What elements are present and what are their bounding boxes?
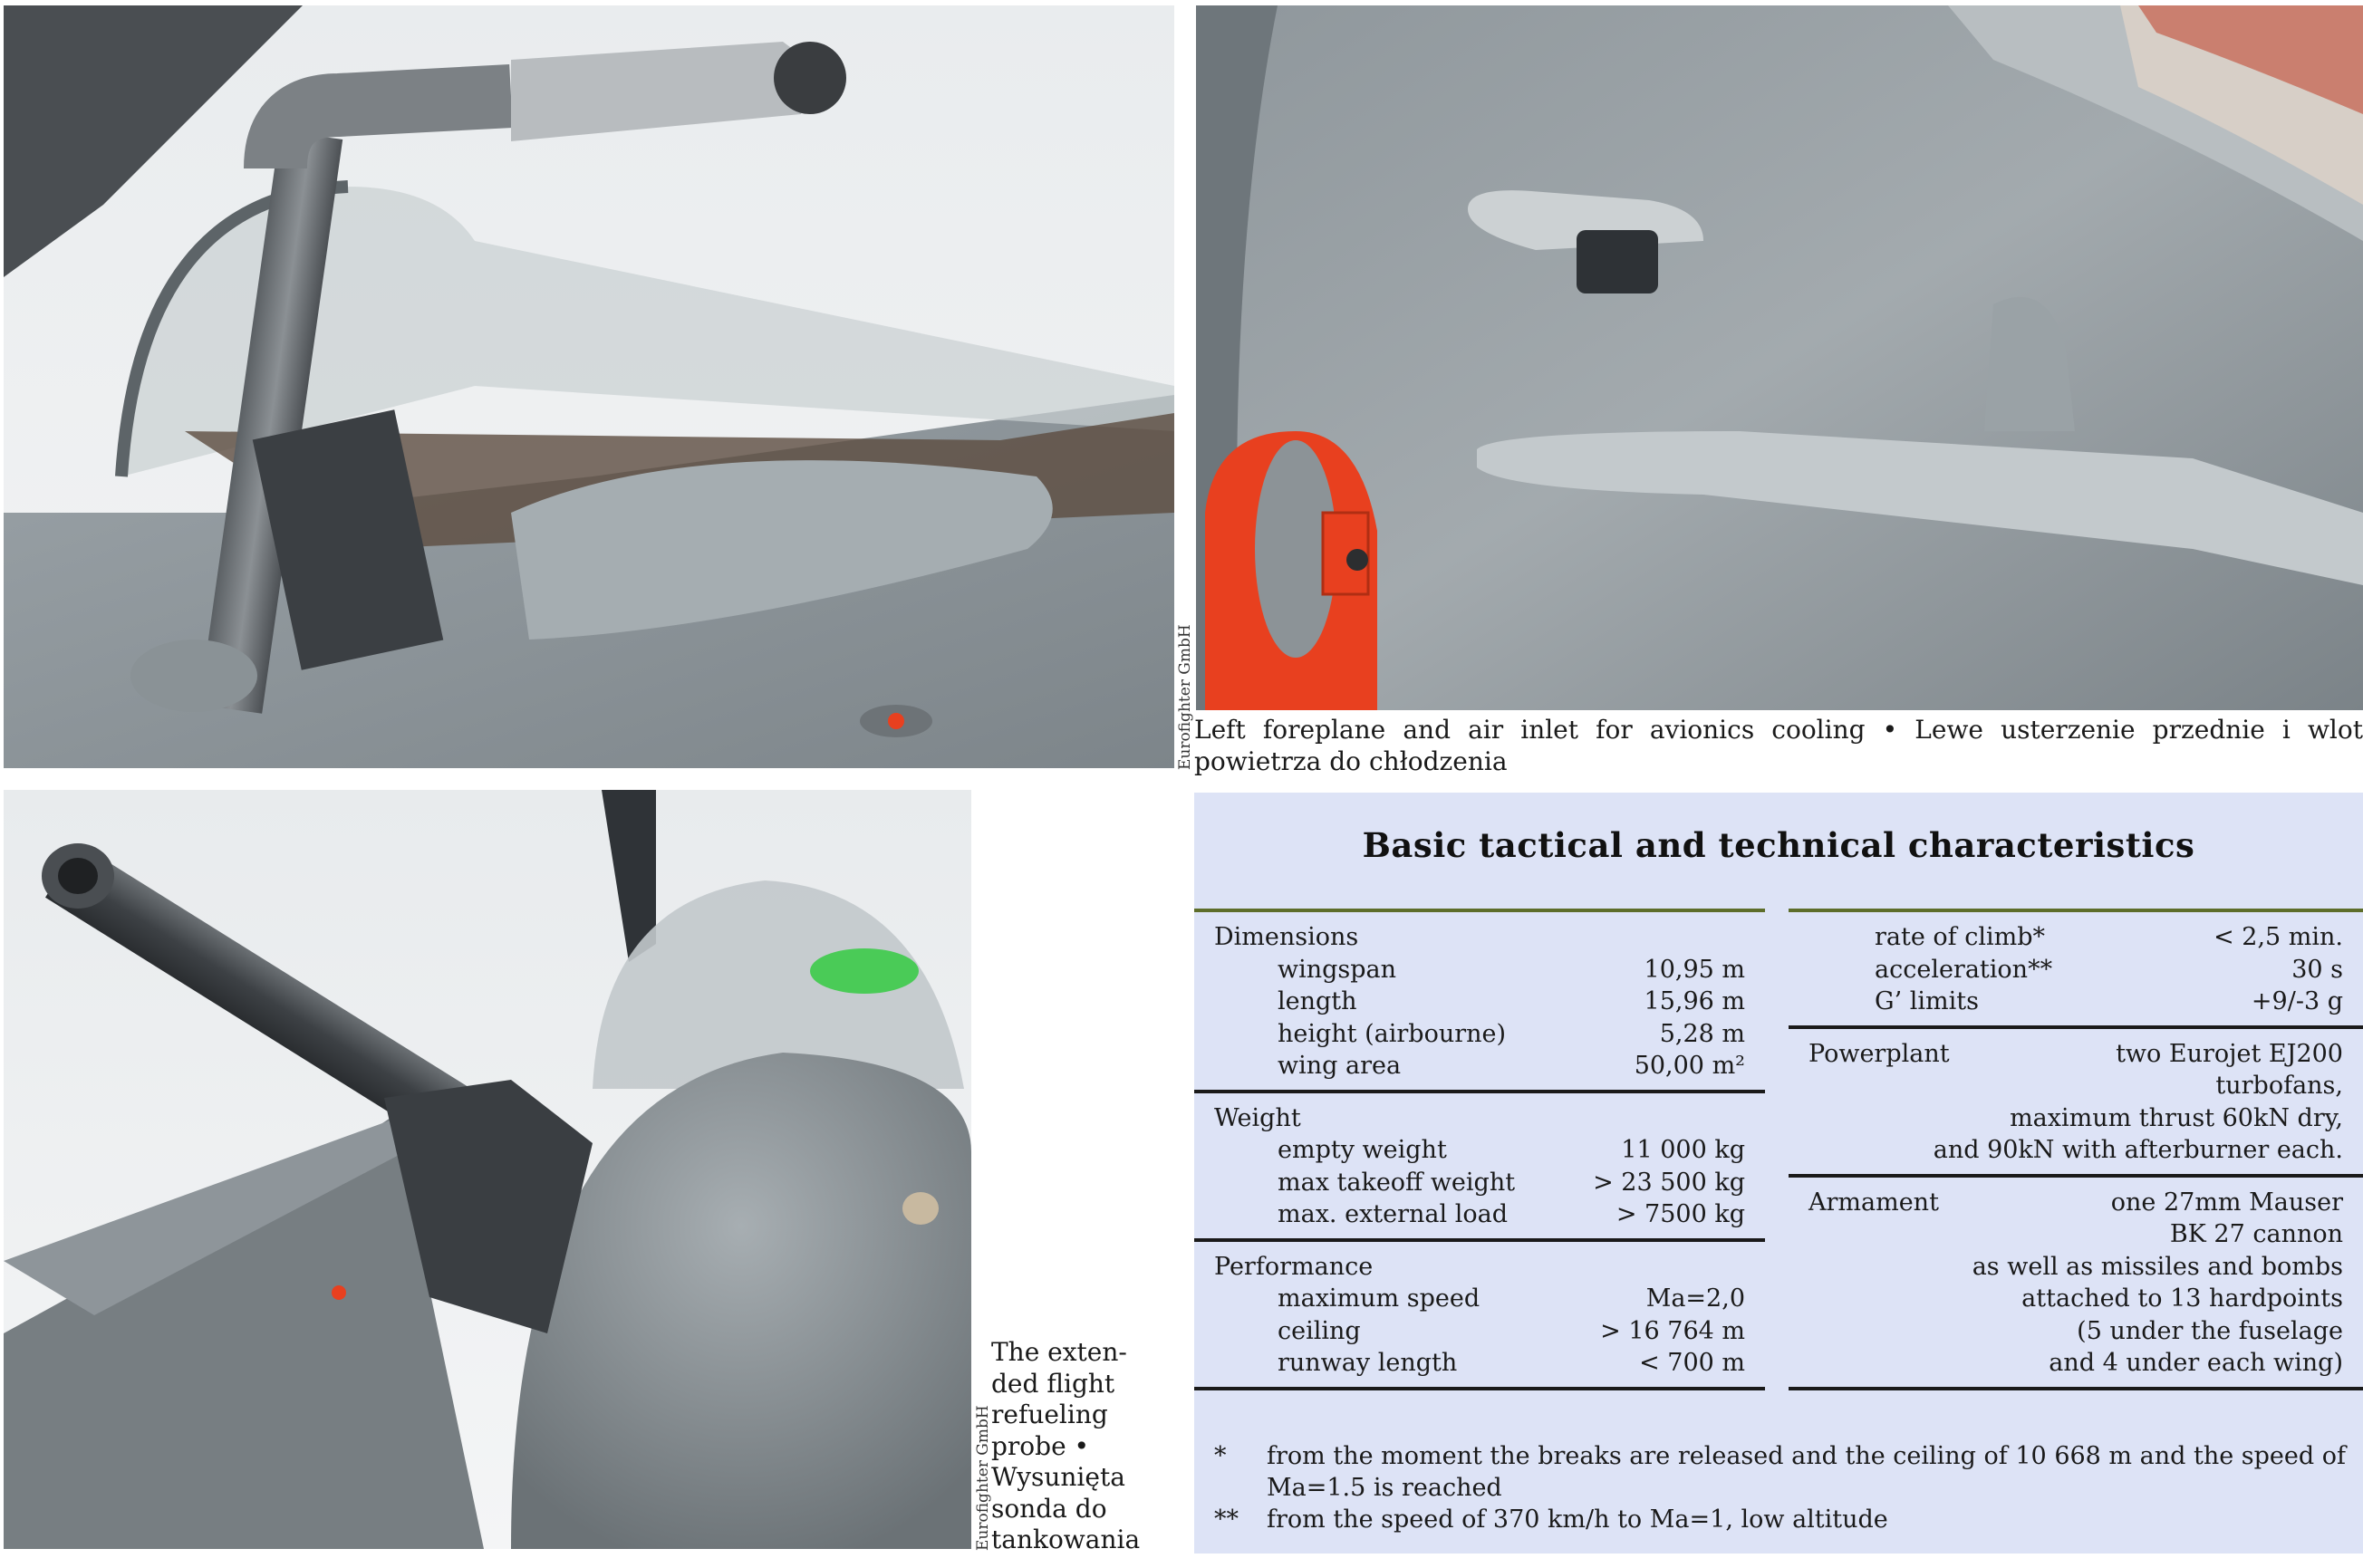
caption-probe-line: ded flight xyxy=(991,1368,1115,1399)
spec-key: empty weight xyxy=(1278,1136,1447,1164)
photo-extended-refueling-probe xyxy=(4,790,971,1549)
armament-text xyxy=(2035,1187,2343,1251)
spec-row xyxy=(1194,1018,1765,1051)
specs-panel xyxy=(1194,793,2363,1554)
section-weight xyxy=(1194,1090,1765,1238)
caption-probe-line: Wysunięta xyxy=(991,1462,1125,1492)
spec-row xyxy=(1194,1283,1765,1315)
section-title: Performance xyxy=(1214,1252,1374,1281)
text-line: maximum thrust 60kN dry, xyxy=(2010,1103,2343,1132)
spec-key: length xyxy=(1278,987,1357,1015)
spec-key: wing area xyxy=(1278,1052,1402,1080)
spec-row xyxy=(1789,954,2363,986)
photo-credit-bottom-left: Eurofighter GmbH xyxy=(974,1405,992,1551)
section-divider xyxy=(1194,1387,1765,1390)
powerplant-text xyxy=(2035,1038,2343,1102)
section-powerplant xyxy=(1789,1025,2363,1174)
spec-value: 30 s xyxy=(2291,955,2343,984)
spec-value: > 7500 kg xyxy=(1616,1200,1745,1228)
section-title: Dimensions xyxy=(1214,923,1359,951)
spec-value: > 23 500 kg xyxy=(1593,1168,1745,1197)
spec-row xyxy=(1194,1167,1765,1199)
spec-key: wingspan xyxy=(1278,955,1397,984)
text-line: one 27mm Mauser xyxy=(2110,1188,2343,1217)
section-performance-continued xyxy=(1789,909,2363,1025)
spec-value: +9/-3 g xyxy=(2251,987,2343,1015)
spec-value: 5,28 m xyxy=(1659,1019,1745,1048)
section-performance xyxy=(1194,1238,1765,1387)
section-title: Powerplant xyxy=(1808,1039,1950,1068)
caption-probe xyxy=(991,1337,1186,1556)
footnote xyxy=(1214,1504,2347,1535)
spec-row xyxy=(1789,921,2363,954)
spec-key: acceleration** xyxy=(1875,955,2053,984)
photo-credit-top-right: Eurofighter GmbH xyxy=(1176,624,1194,770)
specs-left-column xyxy=(1194,909,1765,1390)
text-line: and 90kN with afterburner each. xyxy=(1933,1136,2343,1164)
spec-row xyxy=(1194,1050,1765,1082)
spec-value: 11 000 kg xyxy=(1621,1136,1745,1164)
caption-probe-line: refueling xyxy=(991,1400,1108,1429)
spec-row xyxy=(1194,1134,1765,1167)
footnote-mark: ** xyxy=(1214,1505,1239,1534)
spec-value: > 16 764 m xyxy=(1600,1316,1745,1345)
text-line: attached to 13 hardpoints xyxy=(2021,1284,2343,1313)
powerplant-block xyxy=(1789,1038,2363,1102)
spec-value: < 700 m xyxy=(1639,1349,1745,1377)
spec-value: < 2,5 min. xyxy=(2214,923,2343,951)
text-line: BK 27 cannon xyxy=(2169,1220,2343,1248)
text-line: turbofans, xyxy=(2215,1072,2343,1100)
caption-probe-line: probe • xyxy=(991,1430,1090,1461)
text-line: as well as missiles and bombs xyxy=(1972,1252,2343,1281)
spec-row xyxy=(1194,1198,1765,1231)
section-title: Armament xyxy=(1808,1188,1939,1217)
spec-key: G’ limits xyxy=(1875,987,1979,1015)
text-line: (5 under the fuselage xyxy=(2077,1316,2343,1345)
section-title: Weight xyxy=(1214,1103,1301,1132)
spec-value: 10,95 m xyxy=(1644,955,1745,984)
caption-probe-line: sonda do xyxy=(991,1493,1107,1524)
spec-key: maximum speed xyxy=(1278,1284,1480,1313)
spec-row xyxy=(1194,1315,1765,1348)
spec-key: max. external load xyxy=(1278,1200,1509,1228)
photo-refueling-probe-cockpit xyxy=(4,5,1174,768)
section-divider xyxy=(1789,1387,2363,1390)
photo-foreplane-air-inlet xyxy=(1196,5,2363,710)
spec-row xyxy=(1789,986,2363,1018)
caption-foreplane: Left foreplane and air inlet for avionics cooling • Lewe usterzenie przednie i wlot powietrza do chłodzenia xyxy=(1194,715,2363,776)
footnotes xyxy=(1214,1440,2347,1535)
footnote-mark: * xyxy=(1214,1442,1227,1470)
footnote-text: from the moment the breaks are released and the ceiling of 10 668 m and the speed of Ma=1.5 is reached xyxy=(1267,1442,2346,1502)
spec-key: max takeoff weight xyxy=(1278,1168,1516,1197)
spec-key: ceiling xyxy=(1278,1316,1361,1345)
specs-right-column xyxy=(1789,909,2363,1390)
armament-block xyxy=(1789,1187,2363,1251)
caption-probe-line: tankowania xyxy=(991,1525,1141,1554)
section-dimensions xyxy=(1194,909,1765,1090)
caption-probe-line: The exten- xyxy=(991,1337,1127,1367)
section-armament xyxy=(1789,1174,2363,1387)
spec-key: height (airbourne) xyxy=(1278,1019,1507,1048)
spec-value: 15,96 m xyxy=(1644,987,1745,1015)
spec-value: Ma=2,0 xyxy=(1645,1284,1745,1313)
text-line: two Eurojet EJ200 xyxy=(2116,1039,2343,1068)
spec-key: runway length xyxy=(1278,1349,1458,1377)
text-line: and 4 under each wing) xyxy=(2049,1349,2343,1377)
specs-title: Basic tactical and technical characteristics xyxy=(1362,825,2195,865)
footnote xyxy=(1214,1440,2347,1504)
footnote-text: from the speed of 370 km/h to Ma=1, low altitude xyxy=(1267,1505,1888,1534)
spec-row xyxy=(1194,1347,1765,1380)
spec-row xyxy=(1194,954,1765,986)
spec-key: rate of climb* xyxy=(1875,923,2046,951)
spec-value: 50,00 m² xyxy=(1634,1052,1745,1080)
spec-row xyxy=(1194,986,1765,1018)
